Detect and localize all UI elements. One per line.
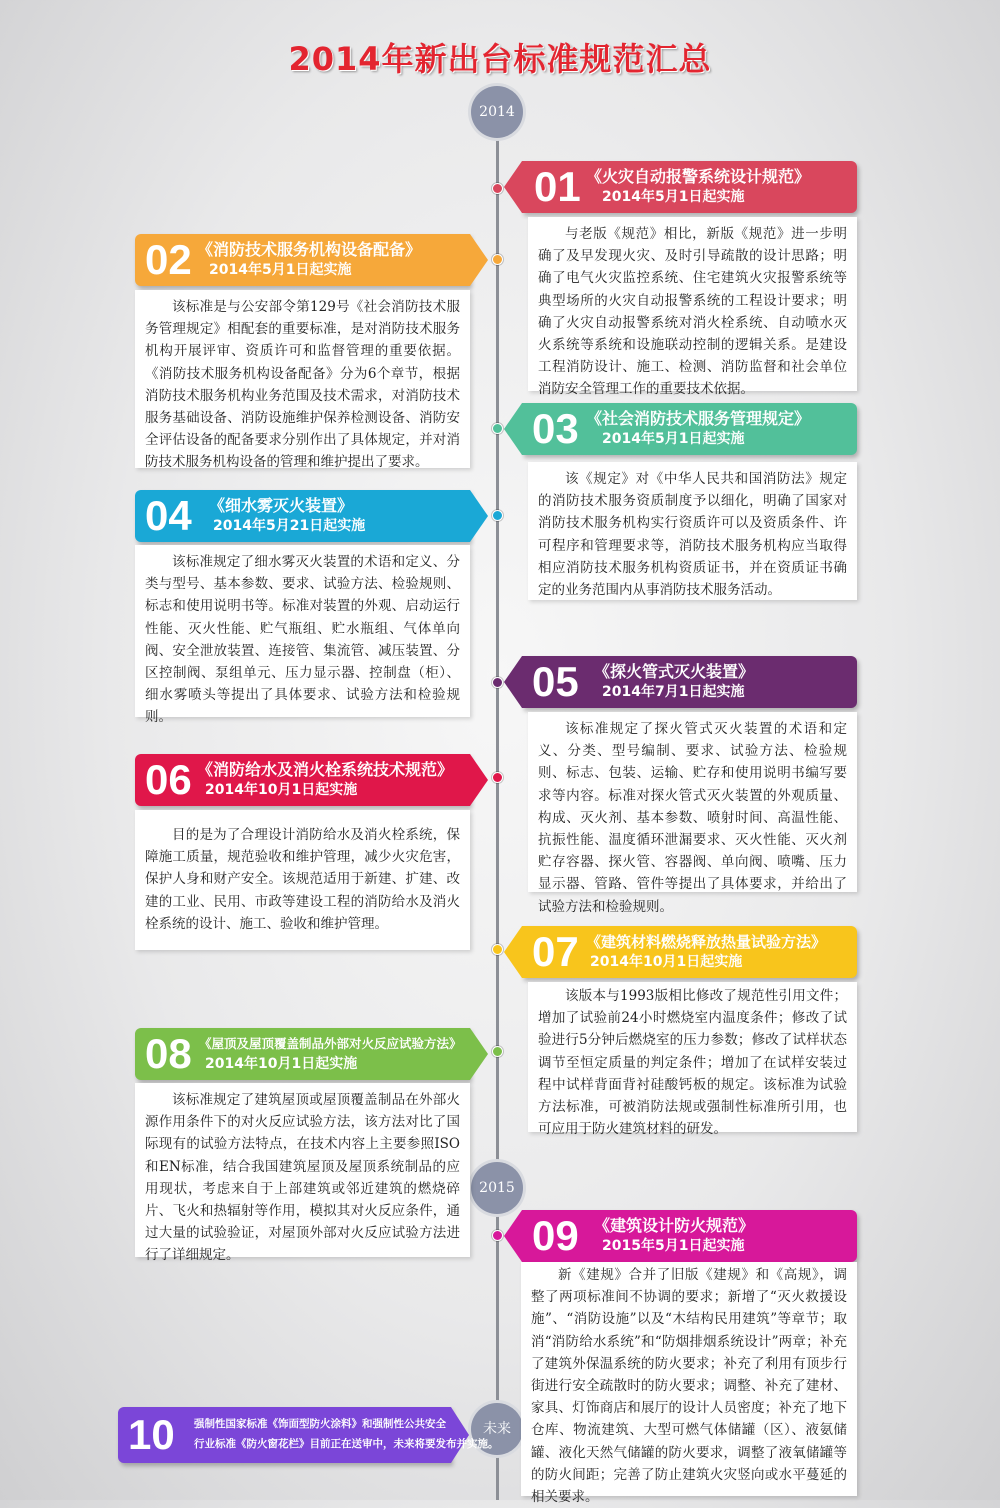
- item-04-title: 《细水雾灭火装置》: [209, 496, 354, 515]
- item-05-banner: [522, 656, 857, 708]
- year-2015-marker: 2015: [471, 1162, 523, 1214]
- item-01-banner: [522, 161, 857, 213]
- item-05-number: 05: [532, 658, 579, 705]
- item-02-title: 《消防技术服务机构设备配备》: [197, 240, 422, 259]
- item-03-banner: [522, 403, 857, 455]
- item-04-text: 该标准规定了细水雾灭火装置的术语和定义、分类与型号、基本参数、要求、试验方法、检验规则、标志和使用说明书等。标准对装置的外观、启动运行性能、灭火性能、贮气瓶组、贮水瓶组、气体单向阀、安全泄放装置、连接管、集流管、减压装置、分区控制阀、泵组单元、压力显示器、控制盘（柜）、细水雾喷头等提出了具体要求、试验方法和检验规则。: [145, 554, 460, 726]
- timeline-dot-02: [492, 254, 503, 265]
- item-08-number: 08: [145, 1030, 192, 1077]
- item-06-title: 《消防给水及消火栓系统技术规范》: [197, 760, 454, 779]
- timeline-dot-08: [492, 1046, 503, 1057]
- item-10-line2: 行业标准《防火窗花栏》目前正在送审中，未来将要发布并实施。: [194, 1438, 499, 1450]
- item-10-line1: 强制性国家标准《饰面型防火涂料》和强制性公共安全: [194, 1418, 446, 1430]
- item-03-text-box: [528, 462, 857, 600]
- item-02-banner: [135, 234, 470, 286]
- item-03-title: 《社会消防技术服务管理规定》: [586, 409, 811, 428]
- item-08-date: 2014年10月1日起实施: [205, 1056, 358, 1072]
- item-02-text-box: [135, 290, 470, 471]
- item-02-number: 02: [145, 236, 192, 283]
- item-04-number: 04: [145, 492, 192, 539]
- item-10-banner: [118, 1407, 499, 1463]
- item-07-date: 2014年10月1日起实施: [590, 954, 743, 970]
- item-06-date: 2014年10月1日起实施: [205, 782, 358, 798]
- item-06-banner: [135, 754, 470, 806]
- item-04-banner: [135, 490, 470, 542]
- item-01-text-box: [528, 217, 857, 398]
- item-07-text: 该版本与1993版相比修改了规范性引用文件；增加了试验前24小时燃烧室内温度条件；修改了试验进行5分钟后燃烧室的压力参数；修改了试样状态调节至恒定质量的判定条件；增加了在试样安装过程中试样背面背衬硅酸钙板的规定。该标准为试验方法标准，可被消防法规或强制性标准所引用，也可应用于防火建筑材料的研发。: [538, 988, 847, 1138]
- item-08-text-box: [135, 1083, 470, 1264]
- item-08-title: 《屋顶及屋顶覆盖制品外部对火反应试验方法》: [199, 1036, 462, 1051]
- item-07-title: 《建筑材料燃烧释放热量试验方法》: [586, 933, 827, 951]
- item-03-text: 该《规定》对《中华人民共和国消防法》规定的消防技术服务资质制度予以细化，明确了国家对消防技术服务机构实行资质许可以及资质条件、许可程序和管理要求等，消防技术服务机构应当取得相应消防技术服务机构资质证书，并在资质证书确定的业务范围内从事消防技术服务活动。: [538, 471, 847, 599]
- item-08-banner: [135, 1028, 470, 1080]
- timeline-dot-01: [492, 183, 503, 194]
- item-09-date: 2015年5月1日起实施: [602, 1238, 745, 1254]
- timeline-dot-04: [492, 510, 503, 521]
- item-02-date: 2014年5月1日起实施: [209, 262, 352, 278]
- item-06-text: 目的是为了合理设计消防给水及消火栓系统，保障施工质量，规范验收和维护管理，减少火灾危害，保护人身和财产安全。该规范适用于新建、扩建、改建的工业、民用、市政等建设工程的消防给水及消火栓系统的设计、施工、验收和维护管理。: [145, 827, 460, 932]
- page-title: 2014年新出台标准规范汇总: [288, 40, 712, 78]
- timeline-line: [496, 120, 499, 1500]
- year-2014-marker: 2014: [471, 86, 523, 138]
- timeline-dot-03: [492, 423, 503, 434]
- item-07-number: 07: [532, 928, 579, 975]
- item-07-text-box: [528, 982, 857, 1138]
- item-05-date: 2014年7月1日起实施: [602, 684, 745, 700]
- item-09-text: 新《建规》合并了旧版《建规》和《高规》，调整了两项标准间不协调的要求；新增了“灭火救援设施”、“消防设施”以及“木结构民用建筑”等章节；取消“消防给水系统”和“防烟排烟系统设计”两章；补充了建筑外保温系统的防火要求；补充了利用有顶步行街进行安全疏散时的防火要求；调整、补充了建材、家具、灯饰商店和展厅的设计人员密度；补充了地下仓库、物流建筑、大型可燃气体储罐（区）、液氨储罐、液化天然气储罐的防火要求，调整了液氧储罐等的防火间距；完善了防止建筑火灾竖向或水平蔓延的相关要求。: [531, 1267, 847, 1506]
- item-05-title: 《探火管式灭火装置》: [594, 662, 755, 681]
- item-04-text-box: [135, 545, 470, 726]
- timeline-dot-05: [492, 677, 503, 688]
- item-01-number: 01: [534, 163, 581, 210]
- item-01-title: 《火灾自动报警系统设计规范》: [586, 167, 811, 186]
- item-04-date: 2014年5月21日起实施: [213, 518, 366, 534]
- item-03-number: 03: [532, 405, 579, 452]
- item-02-text: 该标准是与公安部令第129号《社会消防技术服务管理规定》相配套的重要标准，是对消防技术服务机构开展评审、资质许可和监督管理的重要依据。《消防技术服务机构设备配备》分为6个章节，根据消防技术服务机构业务范围及技术需求，对消防技术服务基础设备、消防设施维护保养检测设备、消防安全评估设备的配备要求分别作出了具体规定，并对消防技术服务机构设备的管理和维护提出了要求。: [145, 299, 460, 471]
- item-05-text: 该标准规定了探火管式灭火装置的术语和定义、分类、型号编制、要求、试验方法、检验规则、标志、包装、运输、贮存和使用说明书编写要求等内容。标准对探火管式灭火装置的外观质量、构成、灭火剂、基本参数、喷射时间、高温性能、抗振性能、温度循环泄漏要求、灭火性能、灭火剂贮存容器、探火管、容器阀、单向阀、喷嘴、压力显示器、管路、管件等提出了具体要求，并给出了试验方法和检验规则。: [538, 721, 847, 915]
- timeline-dot-09: [492, 1230, 503, 1241]
- item-09-text-box: [521, 1262, 857, 1506]
- timeline-dot-07: [492, 944, 503, 955]
- item-10-number: 10: [128, 1411, 175, 1458]
- item-05-text-box: [528, 712, 857, 915]
- item-09-number: 09: [532, 1212, 579, 1259]
- item-03-date: 2014年5月1日起实施: [602, 431, 745, 447]
- item-07-banner: [522, 926, 857, 978]
- item-08-text: 该标准规定了建筑屋顶或屋顶覆盖制品在外部火源作用条件下的对火反应试验方法，该方法对比了国际现有的试验方法特点，在技术内容上主要参照ISO和EN标准，结合我国建筑屋顶及屋顶系统制品的应用现状，考虑来自于上部建筑或邻近建筑的燃烧碎片、飞火和热辐射等作用，模拟其对火反应条件，通过大量的试验验证，对屋顶外部对火反应试验方法进行了详细规定。: [145, 1092, 460, 1264]
- future-marker: 未来: [471, 1403, 523, 1455]
- item-06-number: 06: [145, 756, 192, 803]
- timeline-dot-06: [492, 772, 503, 783]
- item-09-title: 《建筑设计防火规范》: [594, 1216, 755, 1235]
- item-01-text: 与老版《规范》相比，新版《规范》进一步明确了及早发现火灾、及时引导疏散的设计思路；明确了电气火灾监控系统、住宅建筑火灾报警系统等典型场所的火灾自动报警系统的工程设计要求；明确了火灾自动报警系统对消火栓系统、自动喷水灭火系统等系统和设施联动控制的逻辑关系。是建设工程消防设计、施工、检测、消防监督和社会单位消防安全管理工作的重要技术依据。: [538, 226, 847, 398]
- item-06-text-box: [135, 810, 470, 950]
- item-09-banner: [522, 1210, 857, 1262]
- item-01-date: 2014年5月1日起实施: [602, 189, 745, 205]
